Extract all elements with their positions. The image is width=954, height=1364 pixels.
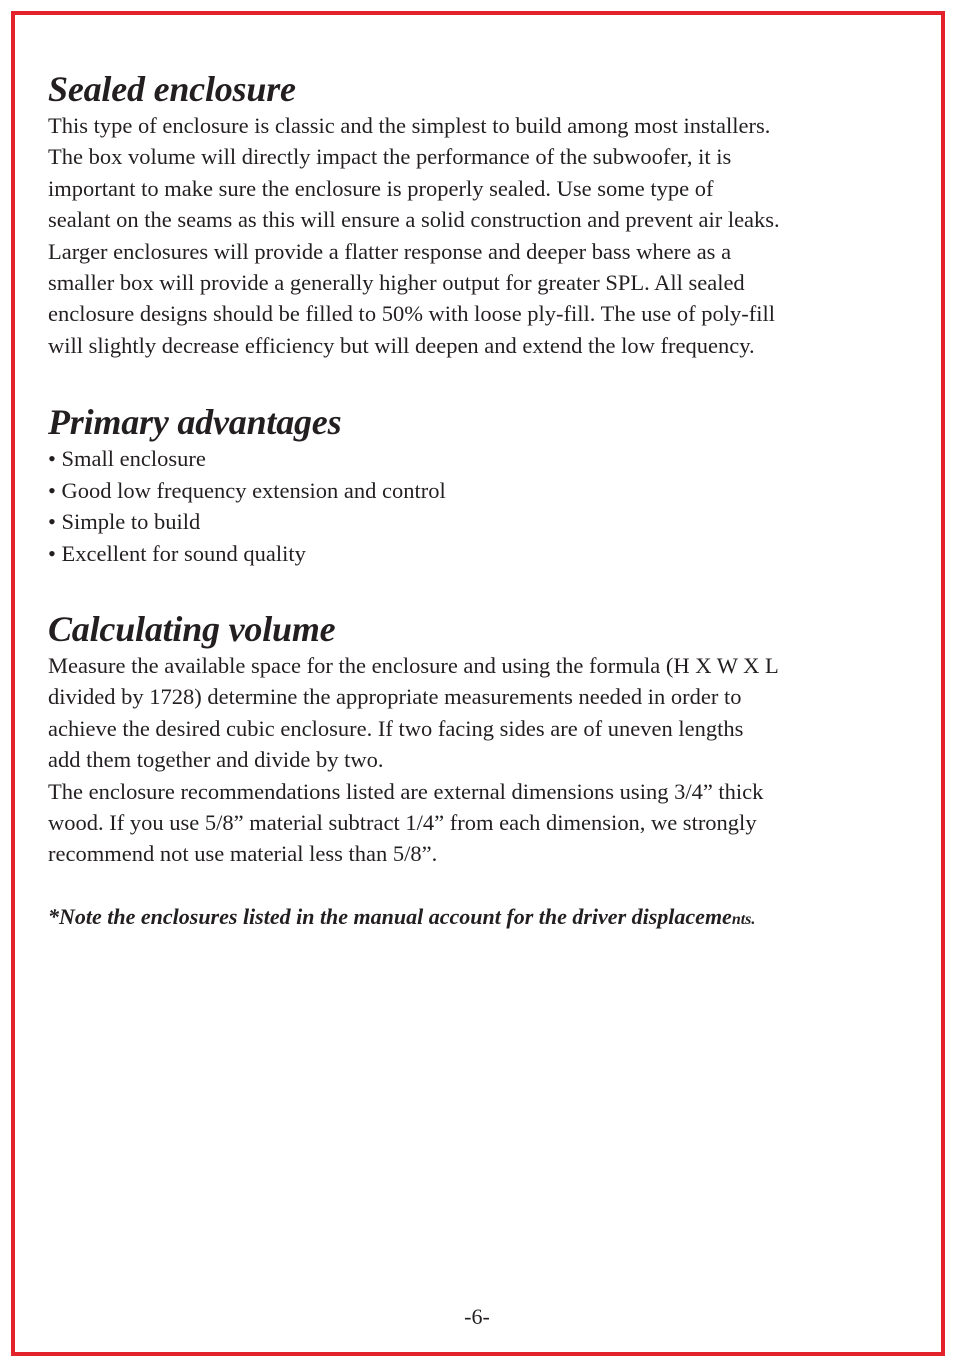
body-line: add them together and divide by two. (48, 747, 384, 773)
list-item: • Excellent for sound quality (48, 540, 306, 566)
body-line: sealant on the seams as this will ensure a solid construction and prevent air leaks. (48, 207, 780, 233)
sealed-enclosure-section (48, 68, 908, 361)
body-line: recommend not use material less than 5/8”. (48, 841, 438, 867)
body-line: important to make sure the enclosure is properly sealed. Use some type of (48, 175, 714, 201)
body-line: wood. If you use 5/8” material subtract 1/4” from each dimension, we strongly (48, 810, 757, 836)
body-line: enclosure designs should be filled to 50% with loose ply-fill. The use of poly-fill (48, 301, 775, 327)
body-line: Measure the available space for the enclosure and using the formula (H X W X L (48, 653, 779, 678)
body-line: The enclosure recommendations listed are external dimensions using 3/4” thick (48, 778, 764, 804)
body-line: This type of enclosure is classic and the simplest to build among most installers. (48, 113, 771, 138)
body-line: divided by 1728) determine the appropriate measurements needed in order to (48, 684, 742, 710)
displacement-note (48, 902, 928, 935)
page-number: -6- (464, 1304, 490, 1329)
body-line: Larger enclosures will provide a flatter response and deeper bass where as a (48, 238, 732, 264)
body-line: will slightly decrease efficiency but will deepen and extend the low frequency. (48, 332, 755, 358)
list-item: • Simple to build (48, 509, 201, 535)
body-line: smaller box will provide a generally higher output for greater SPL. All sealed (48, 270, 745, 296)
calculating-volume-heading: Calculating volume (48, 609, 336, 649)
body-line: The box volume will directly impact the performance of the subwoofer, it is (48, 144, 732, 170)
body-line: achieve the desired cubic enclosure. If two facing sides are of uneven lengths (48, 715, 744, 741)
advantages-list (48, 443, 908, 569)
sealed-enclosure-body (48, 110, 908, 361)
sealed-enclosure-heading: Sealed enclosure (48, 69, 296, 109)
note-main-text: *Note the enclosures listed in the manual account for the driver displaceme (48, 904, 732, 929)
list-item: • Small enclosure (48, 446, 206, 471)
primary-advantages-heading: Primary advantages (48, 402, 342, 442)
list-item: • Good low frequency extension and control (48, 477, 446, 503)
calculating-volume-body (48, 650, 908, 870)
calculating-volume-section (48, 608, 908, 870)
note-tail-text: nts. (731, 911, 756, 928)
primary-advantages-section (48, 401, 908, 569)
